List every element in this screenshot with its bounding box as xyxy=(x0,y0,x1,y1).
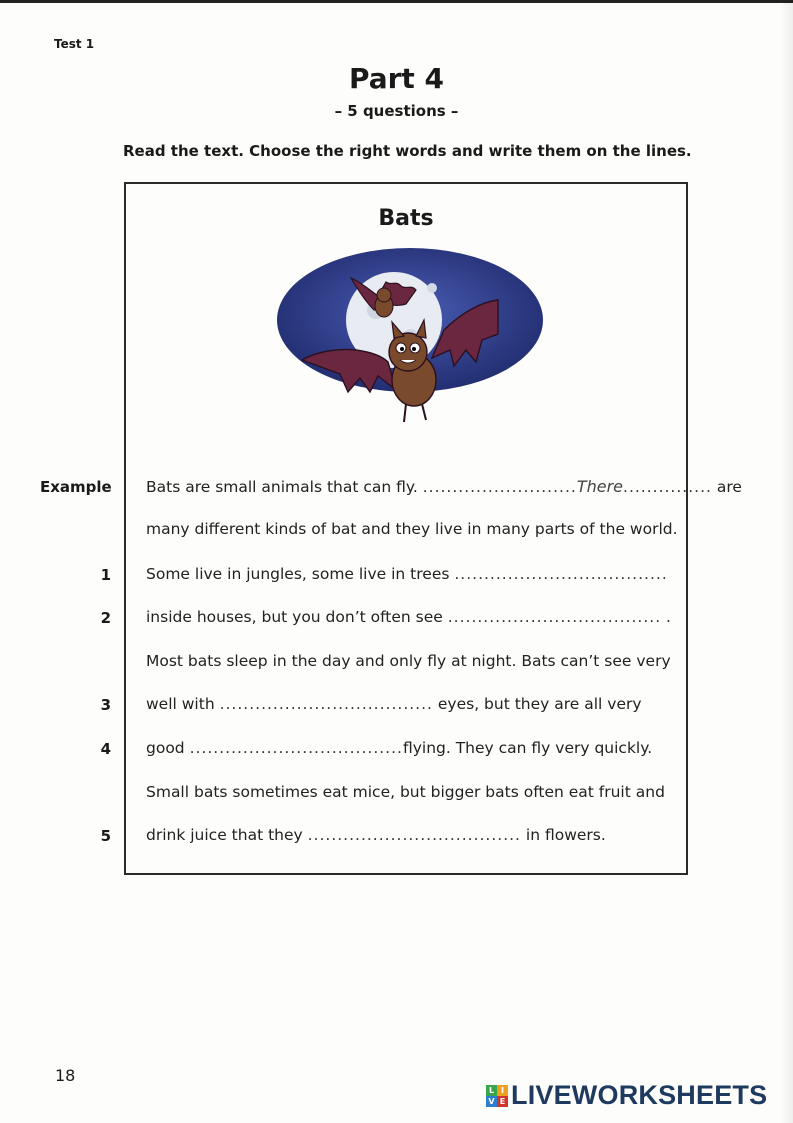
line-text: flying. They can fly very quickly. xyxy=(402,739,653,757)
question-number-1: 1 xyxy=(100,566,111,584)
bats-moon-illustration xyxy=(266,240,556,430)
instruction: Read the text. Choose the right words and write them on the lines. xyxy=(123,142,692,160)
text-line-q3 xyxy=(146,695,642,713)
line-text: . xyxy=(661,608,671,626)
answer-blank-2[interactable]: .................................... xyxy=(447,608,662,626)
question-number-3: 3 xyxy=(100,696,111,714)
text-line-q2 xyxy=(146,608,671,626)
line-text: Bats are small animals that can fly. xyxy=(146,478,423,496)
page-number: 18 xyxy=(55,1066,76,1085)
text-line-example xyxy=(146,477,742,496)
text-line: many different kinds of bat and they live in many parts of the world. xyxy=(146,520,678,538)
line-text: drink juice that they xyxy=(146,826,308,844)
question-number-5: 5 xyxy=(100,827,111,845)
line-text: well with xyxy=(146,695,220,713)
line-text: inside houses, but you don’t often see xyxy=(146,608,448,626)
answer-dots: ............... xyxy=(623,478,712,496)
example-answer: There xyxy=(576,477,624,496)
example-label: Example xyxy=(40,478,112,496)
liveworksheets-logo xyxy=(486,1080,767,1111)
line-text: eyes, but they are all very xyxy=(432,695,642,713)
text-line-q4 xyxy=(146,739,652,757)
question-number-4: 4 xyxy=(100,740,111,758)
text-line: Small bats sometimes eat mice, but bigger bats often eat fruit and xyxy=(146,783,665,801)
text-line-q5 xyxy=(146,826,606,844)
answer-blank-3[interactable]: .................................... xyxy=(219,695,433,713)
top-rule xyxy=(0,0,793,3)
brand-name: LIVEWORKSHEETS xyxy=(511,1080,768,1110)
question-number-2: 2 xyxy=(100,609,111,627)
answer-blank-4[interactable]: .................................... xyxy=(189,739,403,757)
answer-dots: .......................... xyxy=(422,478,577,496)
answer-blank-5[interactable]: .................................... xyxy=(307,826,521,844)
page-edge-shadow xyxy=(779,0,793,1123)
line-text: in flowers. xyxy=(520,826,606,844)
text-line: Most bats sleep in the day and only fly at night. Bats can’t see very xyxy=(146,652,671,670)
test-label: Test 1 xyxy=(54,37,95,51)
part-subtitle: – 5 questions – xyxy=(334,102,459,120)
liveworksheets-icon: L I V E xyxy=(486,1085,508,1107)
line-text: are xyxy=(711,478,742,496)
answer-blank-1[interactable]: .................................... xyxy=(454,565,668,583)
text-line-q1 xyxy=(146,565,668,583)
part-title: Part 4 xyxy=(348,62,445,95)
line-text: Some live in jungles, some live in trees xyxy=(146,565,455,583)
text-title: Bats xyxy=(378,206,434,231)
line-text: good xyxy=(146,739,190,757)
